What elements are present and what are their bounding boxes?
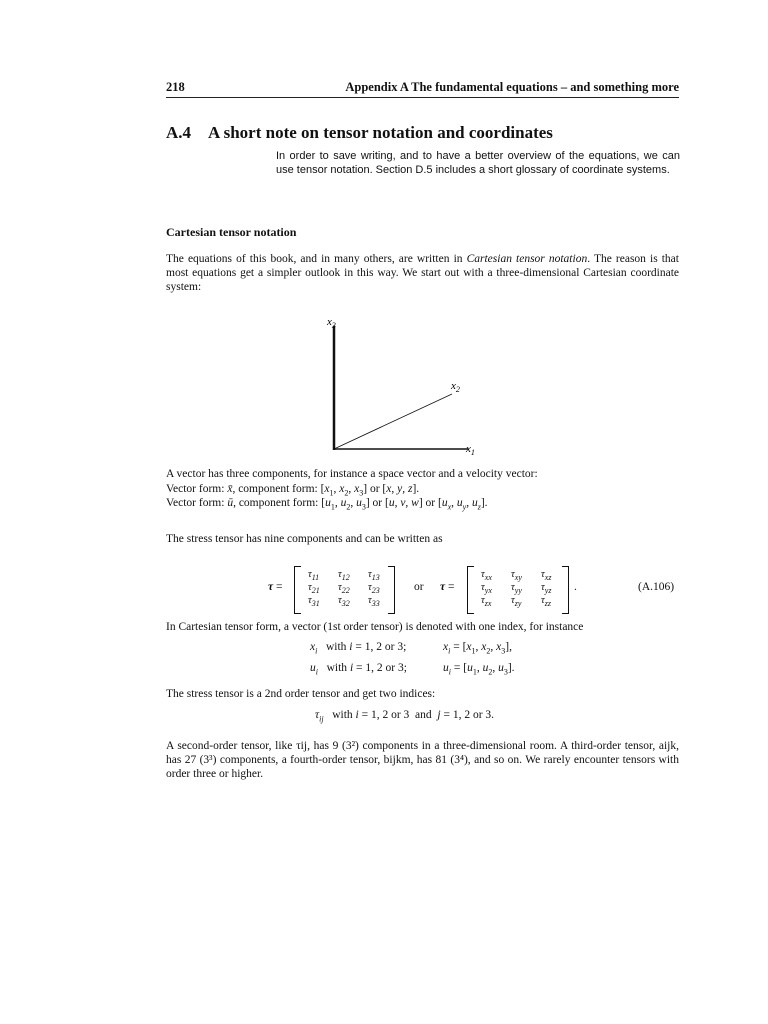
left-bracket-named-open — [467, 566, 474, 614]
paragraph-cartesian — [166, 252, 679, 294]
matrix-entry: $\tau_{12}$ — [338, 569, 350, 583]
vector-index-u: $u_i$ with i = 1, 2 or 3; — [310, 662, 407, 677]
subsection-heading: Cartesian tensor notation — [166, 225, 297, 239]
matrix-entry: $\tau_{xy}$ — [511, 569, 522, 583]
closing-paragraph: A second-order tensor, like τij, has 9 (3²) components in a three-dimensional room. A third-order tensor, aijk, has 27 (3³) components, a fourth-order tensor, bijkm, has 81 (3⁴), and so on. We rarely encounter tensors with order three or higher. — [166, 740, 679, 780]
stress-intro: The stress tensor has nine components and can be written as — [166, 533, 443, 545]
matrix-entry: $\tau_{22}$ — [338, 582, 350, 596]
matrix-entry: $\tau_{32}$ — [338, 595, 350, 609]
section-heading — [166, 123, 553, 143]
paragraph-emphasis: Cartesian tensor notation — [466, 253, 588, 265]
section-number: A.4 — [166, 123, 192, 142]
x1-label: $x_1$ — [466, 443, 475, 457]
paragraph-text-post: . The reason is that most equations get a simpler outlook in this way. We start out with a three-dimensional Cartesian coordinate system: — [166, 253, 679, 293]
x2-axis — [334, 394, 452, 449]
matrix-entry: $\tau_{xz}$ — [541, 569, 552, 583]
vector-index-x: $x_i$ with i = 1, 2 or 3; — [310, 641, 407, 656]
running-header — [166, 80, 679, 98]
matrix-entry: $\tau_{31}$ — [308, 595, 320, 609]
tensor-two-indices: $\tau_{ij}$ with i = 1, 2 or 3 and j = 1, 2 or 3. — [315, 709, 495, 724]
matrix-entry: $\tau_{zy}$ — [511, 595, 522, 609]
tau-equals-right: τ = — [440, 581, 455, 593]
vector-index-x-components: $x_i = [x_1$, $x_2$, $x_3$], — [443, 641, 512, 656]
equation-period: . — [574, 581, 577, 593]
right-bracket-numeric-close — [388, 566, 395, 614]
vector-form-space: Vector form: x̄, component form: [$x_1$, $x_2$, $x_3$] or [x, y, z]. — [166, 483, 420, 498]
vector-index-u-components: $u_i = [u_1$, $u_2$, $u_3$]. — [443, 662, 515, 677]
second-order-intro: The stress tensor is a 2nd order tensor and get two indices: — [166, 688, 436, 700]
section-intro: In order to save writing, and to have a better overview of the equations, we can use tensor notation. Section D.5 includes a short glossary of coordinate systems. — [276, 150, 680, 176]
matrix-entry: $\tau_{33}$ — [368, 595, 380, 609]
paragraph-text-pre: The equations of this book, and in many others, are written in — [166, 253, 467, 265]
left-bracket-numeric-open — [294, 566, 301, 614]
or-text: or — [414, 581, 424, 593]
cartesian-intro: In Cartesian tensor form, a vector (1st order tensor) is denoted with one index, for instance — [166, 621, 584, 633]
matrix-entry: $\tau_{13}$ — [368, 569, 380, 583]
matrix-entry: $\tau_{zx}$ — [481, 595, 492, 609]
vector-form-velocity: Vector form: ū, component form: [$u_1$, $u_2$, $u_3$] or [u, v, w] or [$u_x$, $u_y$, $u_z$]. — [166, 497, 488, 512]
matrix-entry: $\tau_{zz}$ — [541, 595, 551, 609]
matrix-entry: $\tau_{yz}$ — [541, 582, 552, 596]
section-title: A short note on tensor notation and coordinates — [208, 123, 553, 142]
running-title: Appendix A The fundamental equations – and something more — [345, 80, 679, 94]
tau-equals-left: τ = — [268, 581, 283, 593]
matrix-entry: $\tau_{21}$ — [308, 582, 320, 596]
x3-label: $x_3$ — [327, 316, 336, 330]
matrix-entry: $\tau_{11}$ — [308, 569, 320, 583]
stress-matrix-numeric — [308, 568, 398, 607]
matrix-entry: $\tau_{xx}$ — [481, 569, 492, 583]
matrix-entry: $\tau_{yx}$ — [481, 582, 492, 596]
matrix-entry: $\tau_{23}$ — [368, 582, 380, 596]
x2-label: $x_2$ — [451, 380, 460, 394]
right-bracket-named-close — [562, 566, 569, 614]
stress-matrix-named — [481, 568, 571, 607]
vector-intro: A vector has three components, for instance a space vector and a velocity vector: — [166, 468, 538, 480]
equation-number: (A.106) — [638, 581, 675, 593]
page-number: 218 — [166, 80, 185, 94]
matrix-entry: $\tau_{yy}$ — [511, 582, 522, 596]
coordinate-system-figure — [310, 310, 490, 460]
